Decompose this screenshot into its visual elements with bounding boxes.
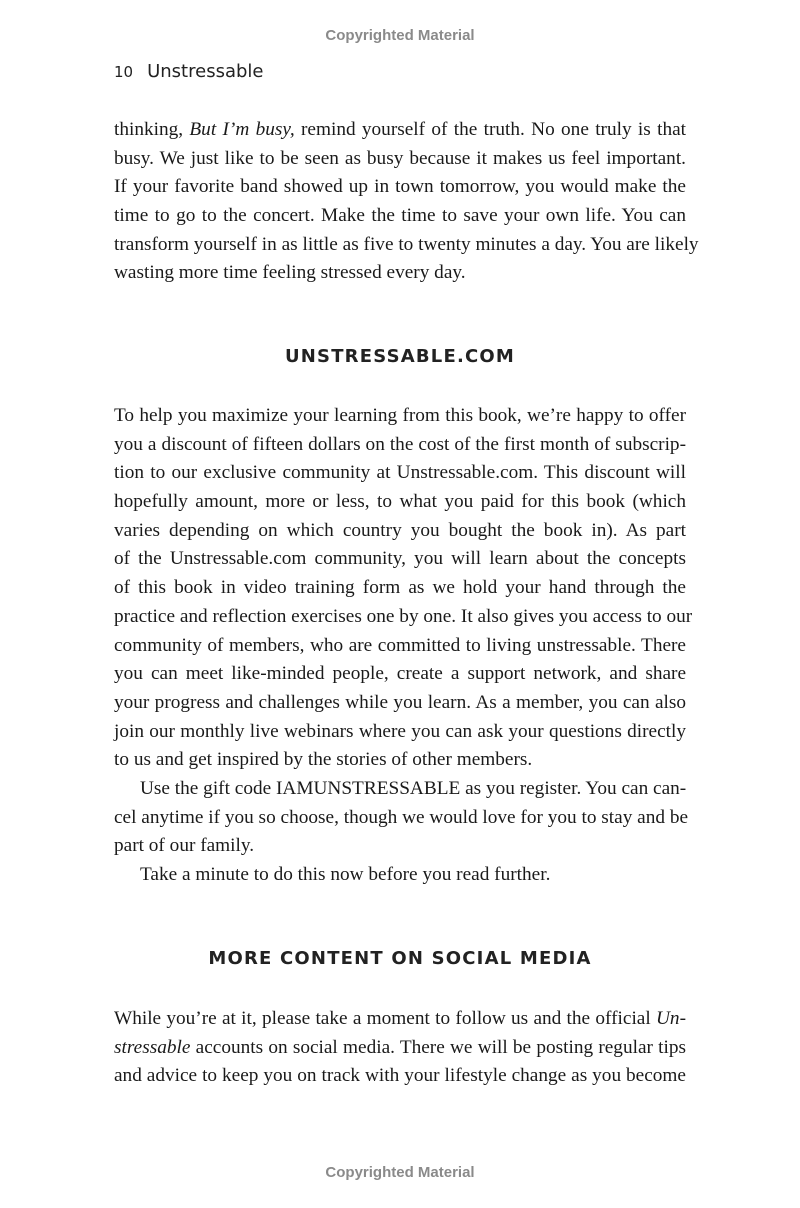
- text-line: [114, 1034, 686, 1063]
- text-line: [114, 603, 693, 632]
- text-segment: join our monthly live webinars where you can ask your questions directly: [114, 720, 686, 742]
- text-segment: varies depending on which country you bought the book in). As part: [114, 519, 686, 541]
- text-line: [114, 632, 686, 661]
- text-line: [114, 173, 686, 202]
- text-line: [114, 775, 686, 804]
- text-segment: To help you maximize your learning from this book, we’re happy to offer: [114, 405, 686, 426]
- text-line: [114, 689, 686, 718]
- text-segment: cel anytime if you so choose, though we would love for you to stay and be: [114, 806, 689, 828]
- text-line: [114, 488, 686, 517]
- text-line: [114, 832, 686, 861]
- text-segment: Take a minute to do this now before you read further.: [140, 864, 551, 885]
- text-line: [114, 231, 699, 260]
- text-segment: busy. We just like to be seen as busy because it makes us feel important.: [114, 147, 686, 169]
- text-line: [114, 517, 686, 546]
- text-line: [114, 145, 686, 174]
- text-segment: to us and get inspired by the stories of other members.: [114, 749, 533, 771]
- text-segment: hopefully amount, more or less, to what you paid for this book (which: [114, 491, 686, 513]
- paragraph-block-2: [114, 402, 693, 890]
- text-segment: and advice to keep you on track with your lifestyle change as you become: [114, 1065, 686, 1087]
- book-title: Unstressable: [147, 61, 264, 82]
- text-segment: While you’re at it, please take a moment to follow us and the official: [114, 1008, 656, 1029]
- italic-text: But I’m busy,: [189, 119, 295, 140]
- text-segment: of this book in video training form as we hold your hand through the: [114, 577, 686, 599]
- text-line: [114, 402, 686, 431]
- text-segment: Use the gift code IAMUNSTRESSABLE as you register. You can can-: [140, 777, 687, 799]
- text-segment: practice and reflection exercises one by one. It also gives you access to our: [114, 605, 693, 627]
- page-number: 10: [114, 63, 134, 81]
- text-segment: If your favorite band showed up in town tomorrow, you would make the: [114, 176, 686, 198]
- text-line: [114, 431, 686, 460]
- text-segment: accounts on social media. There we will be posting regular tips: [190, 1036, 686, 1058]
- text-line: [114, 746, 686, 775]
- text-line: [114, 574, 686, 603]
- text-segment: time to go to the concert. Make the time to save your own life. You can: [114, 205, 686, 227]
- text-line: [114, 718, 686, 747]
- section-heading-unstressable-com: UNSTRESSABLE.COM: [284, 346, 516, 367]
- text-line: [114, 545, 686, 574]
- running-head: [114, 61, 263, 82]
- paragraph-block-1: [114, 116, 699, 288]
- text-segment: you can meet like-minded people, create a support network, and share: [114, 663, 686, 685]
- text-segment: transform yourself in as little as five to twenty minutes a day. You are likely: [114, 233, 699, 255]
- text-segment: thinking,: [114, 119, 190, 140]
- copyright-watermark-bottom: Copyrighted Material: [325, 1164, 475, 1181]
- text-segment: your progress and challenges while you learn. As a member, you can also: [114, 691, 686, 713]
- text-line: [114, 1062, 686, 1091]
- text-line: [114, 259, 686, 288]
- text-line: [114, 861, 686, 890]
- text-segment: part of our family.: [114, 835, 255, 857]
- text-line: [114, 116, 686, 145]
- text-line: [114, 202, 686, 231]
- paragraph-block-3: [114, 1005, 686, 1091]
- text-line: [114, 459, 686, 488]
- text-segment: tion to our exclusive community at Unstressable.com. This discount will: [114, 462, 686, 484]
- text-segment: community of members, who are committed to living unstressable. There: [114, 634, 686, 656]
- text-segment: of the Unstressable.com community, you will learn about the concepts: [114, 548, 686, 570]
- text-line: [114, 804, 689, 833]
- text-segment: remind yourself of the truth. No one truly is that: [294, 119, 686, 140]
- italic-text: stressable: [114, 1036, 191, 1058]
- italic-text: Un-: [656, 1008, 686, 1029]
- text-segment: wasting more time feeling stressed every day.: [114, 262, 466, 284]
- text-line: [114, 1005, 686, 1034]
- copyright-watermark-top: Copyrighted Material: [325, 27, 475, 44]
- text-segment: you a discount of fifteen dollars on the cost of the first month of subscrip-: [114, 433, 686, 455]
- text-line: [114, 660, 686, 689]
- section-heading-social-media: MORE CONTENT ON SOCIAL MEDIA: [208, 948, 592, 969]
